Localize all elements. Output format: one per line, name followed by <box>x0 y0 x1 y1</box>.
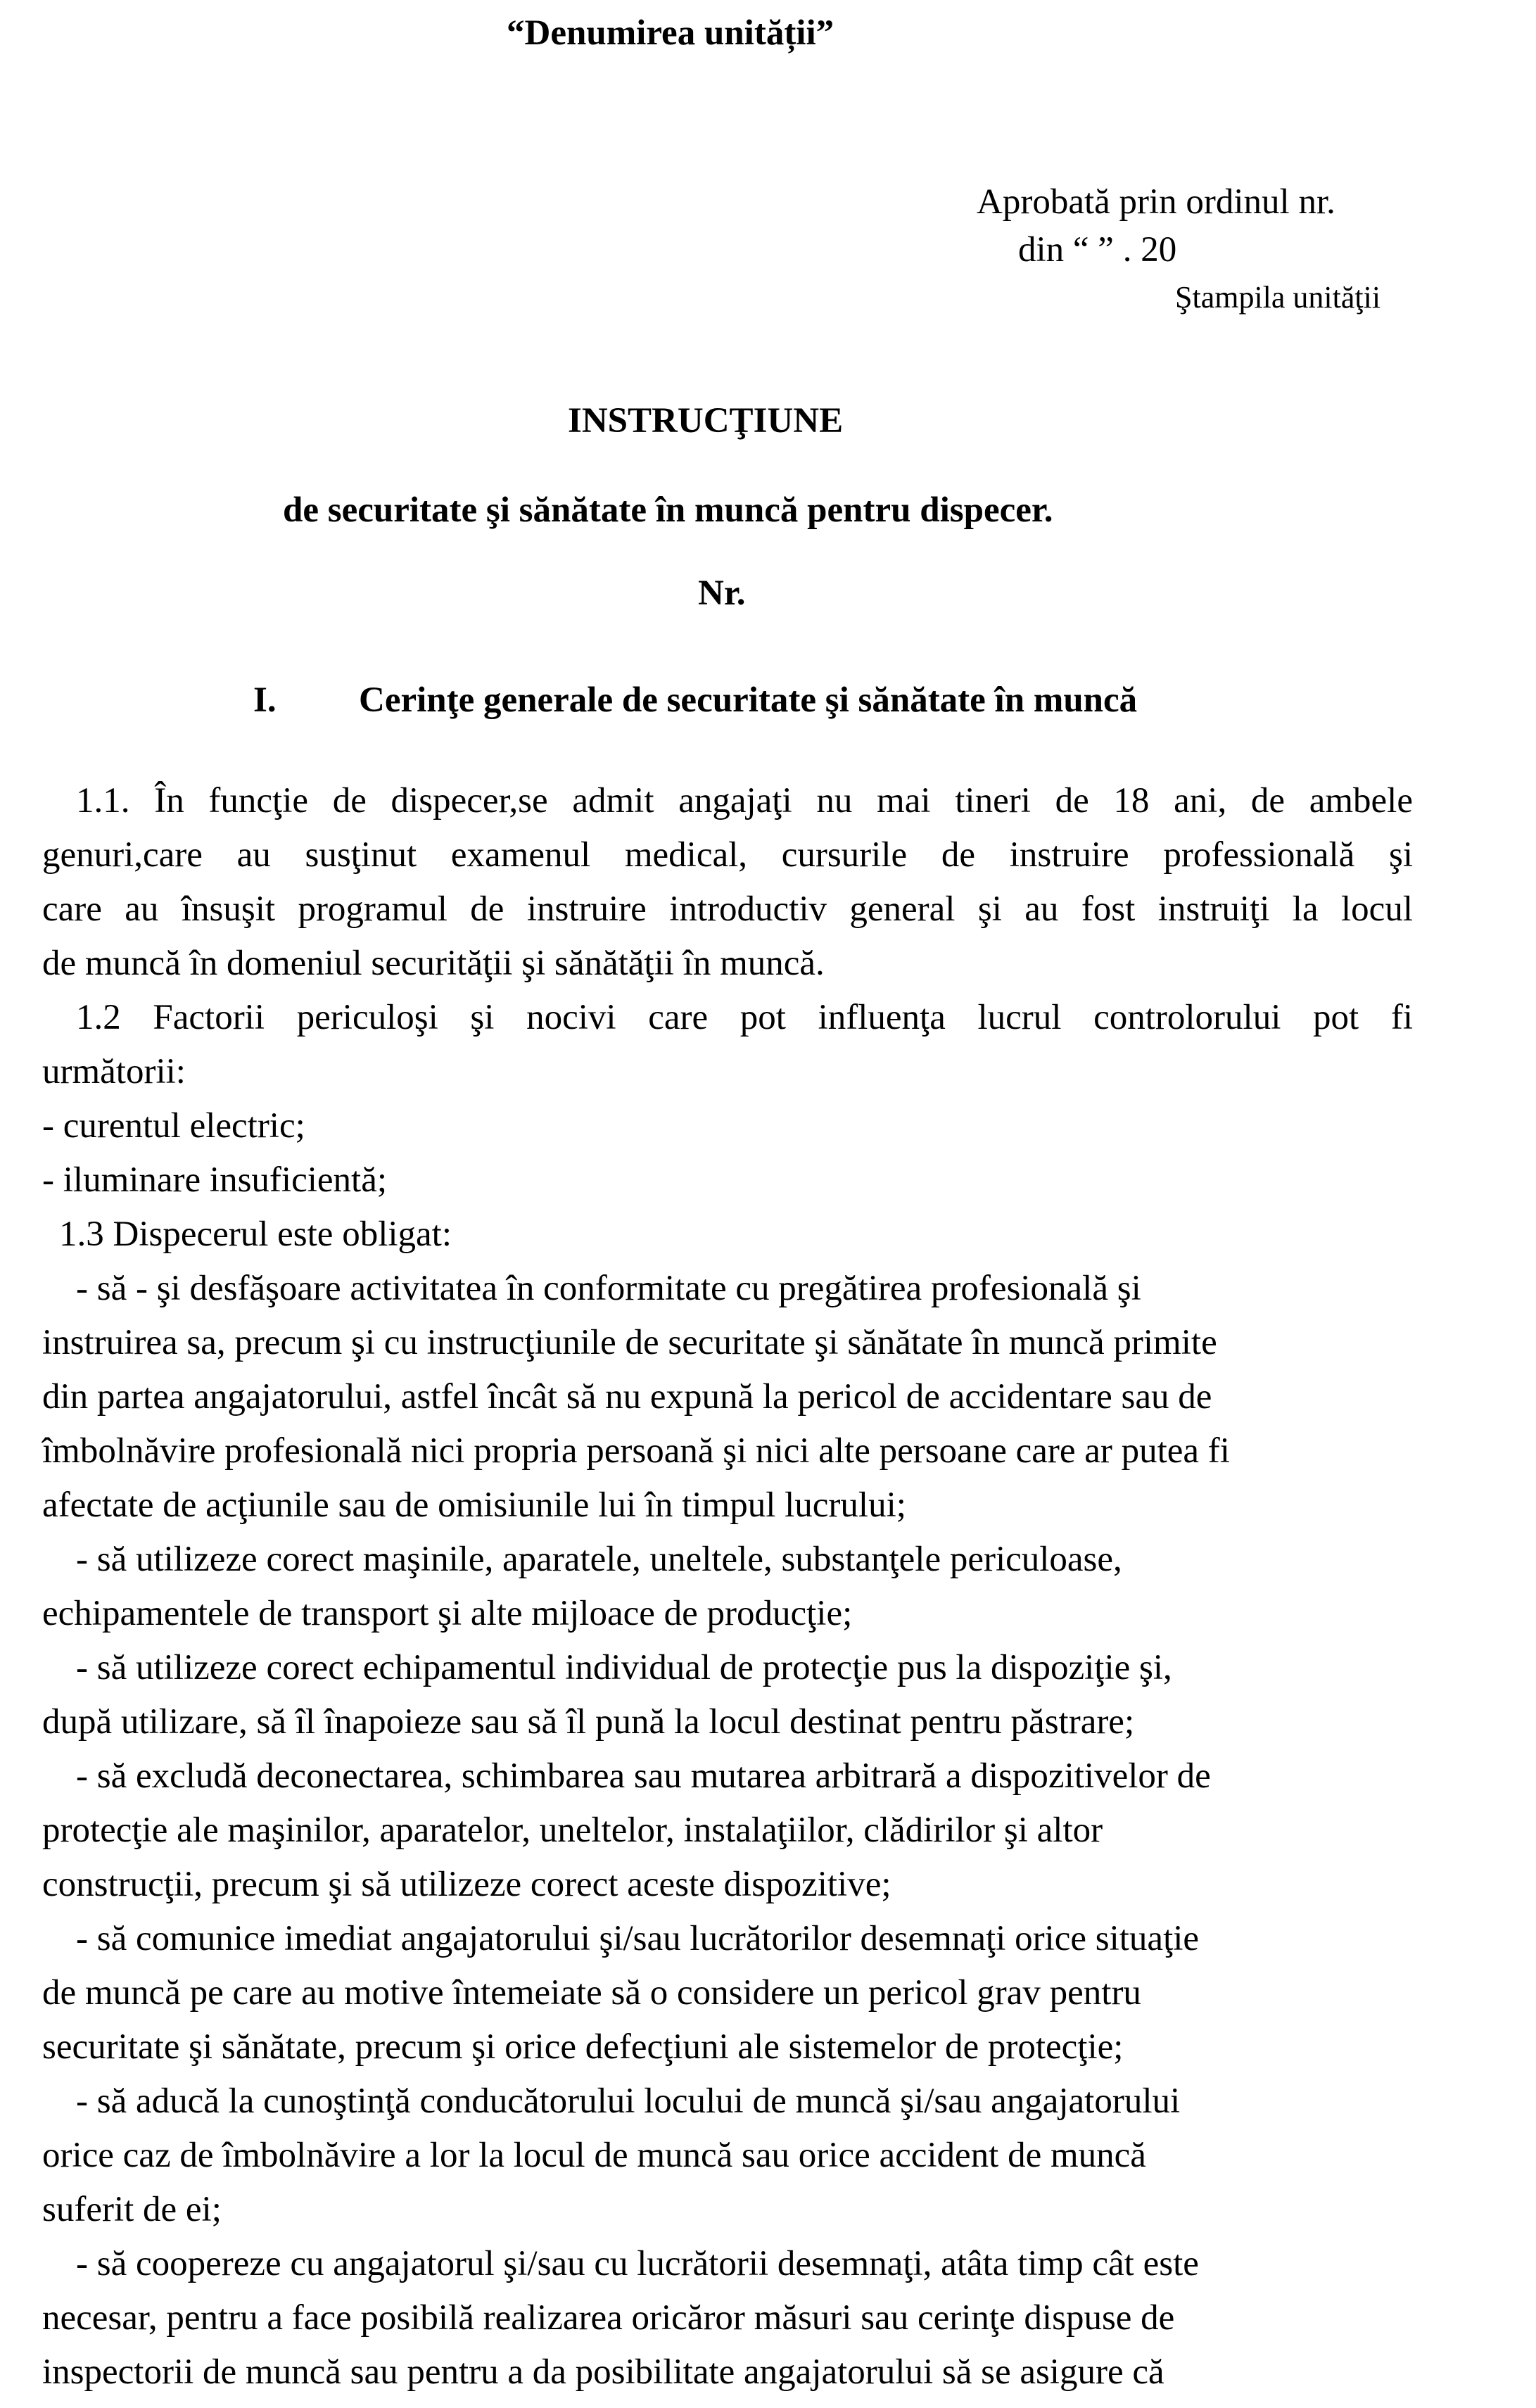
body-line: - iluminare insuficientă; <box>42 1160 388 1200</box>
body-line: 1.3 Dispecerul este obligat: <box>59 1215 452 1254</box>
body-line: - să comunice imediat angajatorului şi/sau lucrătorilor desemnaţi orice situaţie <box>76 1919 1200 1958</box>
body-line: care au însuşit programul de instruire introductiv general şi au fost instruiţi la locul <box>42 889 1413 929</box>
approval-line-2: din “ ” . 20 <box>1018 230 1177 270</box>
stamp-label: Ştampila unităţii <box>1175 280 1381 315</box>
document-title: INSTRUCŢIUNE <box>568 401 844 441</box>
section-numeral: I. <box>253 680 277 720</box>
body-line: de muncă în domeniul securităţii şi sănătăţii în muncă. <box>42 944 825 983</box>
body-line: necesar, pentru a face posibilă realizarea oricăror măsuri sau cerinţe dispuse de <box>42 2298 1175 2338</box>
body-line: de muncă pe care au motive întemeiate să o considere un pericol grav pentru <box>42 1973 1141 2013</box>
approval-line-1: Aprobată prin ordinul nr. <box>977 182 1335 222</box>
body-line: din partea angajatorului, astfel încât să nu expună la pericol de accidentare sau de <box>42 1377 1212 1417</box>
body-line: securitate şi sănătate, precum şi orice defecţiuni ale sistemelor de protecţie; <box>42 2027 1124 2067</box>
body-line: - să excludă deconectarea, schimbarea sau mutarea arbitrară a dispozitivelor de <box>76 1756 1211 1796</box>
body-line: - curentul electric; <box>42 1106 305 1146</box>
document-number: Nr. <box>698 574 746 613</box>
unit-name: “Denumirea unității” <box>507 13 834 53</box>
body-line: suferit de ei; <box>42 2190 222 2229</box>
body-line: 1.1. În funcţie de dispecer,se admit angajaţi nu mai tineri de 18 ani, de ambele <box>76 781 1413 820</box>
body-line: genuri,care au susţinut examenul medical, cursurile de instruire professională şi <box>42 835 1413 875</box>
body-line: construcţii, precum şi să utilizeze corect aceste dispozitive; <box>42 1865 891 1904</box>
body-line: - să aducă la cunoştinţă conducătorului locului de muncă şi/sau angajatorului <box>76 2081 1181 2121</box>
body-line: îmbolnăvire profesională nici propria persoană şi nici alte persoane care ar putea fi <box>42 1431 1230 1471</box>
body-line: inspectorii de muncă sau pentru a da posibilitate angajatorului să se asigure că <box>42 2352 1164 2392</box>
body-line: 1.2 Factorii periculoşi şi nocivi care pot influenţa lucrul controlorului pot fi <box>76 998 1413 1037</box>
body-line: după utilizare, să îl înapoieze sau să îl pună la locul destinat pentru păstrare; <box>42 1702 1135 1742</box>
document-body <box>42 774 1413 2400</box>
body-line: - să utilizeze corect maşinile, aparatele, uneltele, substanţele periculoase, <box>76 1540 1122 1579</box>
body-line: - să coopereze cu angajatorul şi/sau cu lucrătorii desemnaţi, atâta timp cât este <box>76 2244 1199 2283</box>
document-subtitle: de securitate şi sănătate în muncă pentru dispecer. <box>283 490 1053 530</box>
body-line: - să - şi desfăşoare activitatea în conformitate cu pregătirea profesională şi <box>76 1269 1141 1308</box>
body-line: orice caz de îmbolnăvire a lor la locul de muncă sau orice accident de muncă <box>42 2136 1146 2175</box>
body-line: echipamentele de transport şi alte mijloace de producţie; <box>42 1594 853 1633</box>
body-line: afectate de acţiunile sau de omisiunile lui în timpul lucrului; <box>42 1485 906 1525</box>
section-heading: Cerinţe generale de securitate şi sănătate în muncă <box>359 680 1138 720</box>
body-line: următorii: <box>42 1052 186 1091</box>
body-line: - să utilizeze corect echipamentul individual de protecţie pus la dispoziţie şi, <box>76 1648 1172 1687</box>
body-line: protecţie ale maşinilor, aparatelor, uneltelor, instalaţiilor, clădirilor şi altor <box>42 1811 1103 1850</box>
body-line: instruirea sa, precum şi cu instrucţiunile de securitate şi sănătate în muncă primite <box>42 1323 1217 1362</box>
